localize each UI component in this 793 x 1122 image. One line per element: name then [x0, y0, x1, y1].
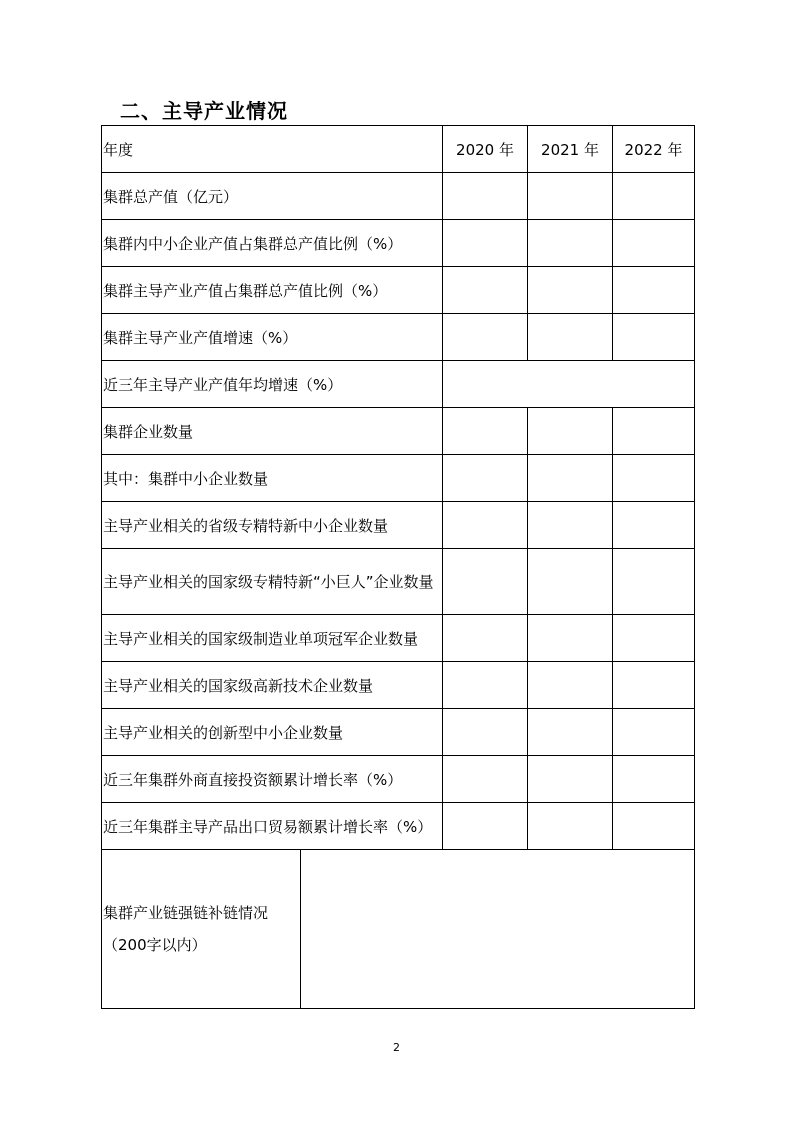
value-cell-2021[interactable] — [528, 803, 613, 850]
row-label: 其中：集群中小企业数量 — [102, 455, 443, 502]
row-label: 集群主导产业产值增速（%） — [102, 314, 443, 361]
table-row — [102, 314, 695, 361]
chain-label-cell — [102, 850, 301, 1009]
value-cell-2021[interactable] — [528, 173, 613, 220]
value-cell-2020[interactable] — [443, 709, 528, 756]
page-number: 2 — [393, 1041, 400, 1054]
row-label: 近三年集群外商直接投资额累计增长率（%） — [102, 756, 443, 803]
row-label: 主导产业相关的国家级专精特新“小巨人”企业数量 — [102, 549, 443, 615]
value-cell-2021[interactable] — [528, 615, 613, 662]
value-cell-2020[interactable] — [443, 615, 528, 662]
header-row — [102, 126, 695, 173]
row-label: 主导产业相关的创新型中小企业数量 — [102, 709, 443, 756]
value-cell-2020[interactable] — [443, 314, 528, 361]
value-cell-2020[interactable] — [443, 220, 528, 267]
chain-label: 集群产业链强链补链情况 — [103, 904, 269, 922]
value-cell-2020[interactable] — [443, 662, 528, 709]
chain-content-cell[interactable] — [301, 850, 695, 1009]
table-row — [102, 709, 695, 756]
row-label: 近三年主导产业产值年均增速（%） — [102, 361, 443, 408]
table-row — [102, 549, 695, 615]
value-cell-2020[interactable] — [443, 549, 528, 615]
table-row — [102, 455, 695, 502]
table-row — [102, 408, 695, 455]
row-label: 近三年集群主导产品出口贸易额累计增长率（%） — [102, 803, 443, 850]
value-cell-2021[interactable] — [528, 709, 613, 756]
value-cell-2021[interactable] — [528, 455, 613, 502]
row-label: 集群企业数量 — [102, 408, 443, 455]
table-row — [102, 502, 695, 549]
value-cell-2021[interactable] — [528, 662, 613, 709]
value-cell-2022[interactable] — [613, 267, 695, 314]
table-row — [102, 803, 695, 850]
industry-table — [101, 125, 695, 1009]
table-row — [102, 756, 695, 803]
value-cell-2020[interactable] — [443, 803, 528, 850]
value-cell-2021[interactable] — [528, 314, 613, 361]
row-label: 主导产业相关的国家级制造业单项冠军企业数量 — [102, 615, 443, 662]
value-cell-2021[interactable] — [528, 267, 613, 314]
value-cell-2022[interactable] — [613, 314, 695, 361]
value-cell-2021[interactable] — [528, 502, 613, 549]
year-2021: 2021 年 — [528, 126, 613, 173]
value-cell-2022[interactable] — [613, 615, 695, 662]
table-row — [102, 361, 695, 408]
value-cell-2020[interactable] — [443, 502, 528, 549]
value-cell-2020[interactable] — [443, 267, 528, 314]
chain-row — [102, 850, 695, 1009]
value-cell-2020[interactable] — [443, 455, 528, 502]
value-cell-merged[interactable] — [443, 361, 695, 408]
value-cell-2022[interactable] — [613, 756, 695, 803]
value-cell-2022[interactable] — [613, 455, 695, 502]
value-cell-2020[interactable] — [443, 408, 528, 455]
table-row — [102, 615, 695, 662]
row-label: 集群总产值（亿元） — [102, 173, 443, 220]
row-label: 集群内中小企业产值占集群总产值比例（%） — [102, 220, 443, 267]
value-cell-2020[interactable] — [443, 173, 528, 220]
value-cell-2022[interactable] — [613, 803, 695, 850]
value-cell-2020[interactable] — [443, 756, 528, 803]
year-2020: 2020 年 — [443, 126, 528, 173]
year-2022: 2022 年 — [613, 126, 695, 173]
value-cell-2022[interactable] — [613, 220, 695, 267]
value-cell-2021[interactable] — [528, 549, 613, 615]
chain-note: （200字以内） — [103, 936, 207, 954]
section-title: 二、主导产业情况 — [120, 99, 288, 123]
value-cell-2022[interactable] — [613, 662, 695, 709]
value-cell-2021[interactable] — [528, 220, 613, 267]
value-cell-2022[interactable] — [613, 549, 695, 615]
row-label: 主导产业相关的国家级高新技术企业数量 — [102, 662, 443, 709]
table-row — [102, 267, 695, 314]
table-row — [102, 662, 695, 709]
value-cell-2022[interactable] — [613, 502, 695, 549]
header-label: 年度 — [102, 126, 443, 173]
value-cell-2022[interactable] — [613, 709, 695, 756]
value-cell-2021[interactable] — [528, 756, 613, 803]
value-cell-2022[interactable] — [613, 173, 695, 220]
table-row — [102, 220, 695, 267]
value-cell-2021[interactable] — [528, 408, 613, 455]
table-row — [102, 173, 695, 220]
row-label: 主导产业相关的省级专精特新中小企业数量 — [102, 502, 443, 549]
row-label: 集群主导产业产值占集群总产值比例（%） — [102, 267, 443, 314]
value-cell-2022[interactable] — [613, 408, 695, 455]
